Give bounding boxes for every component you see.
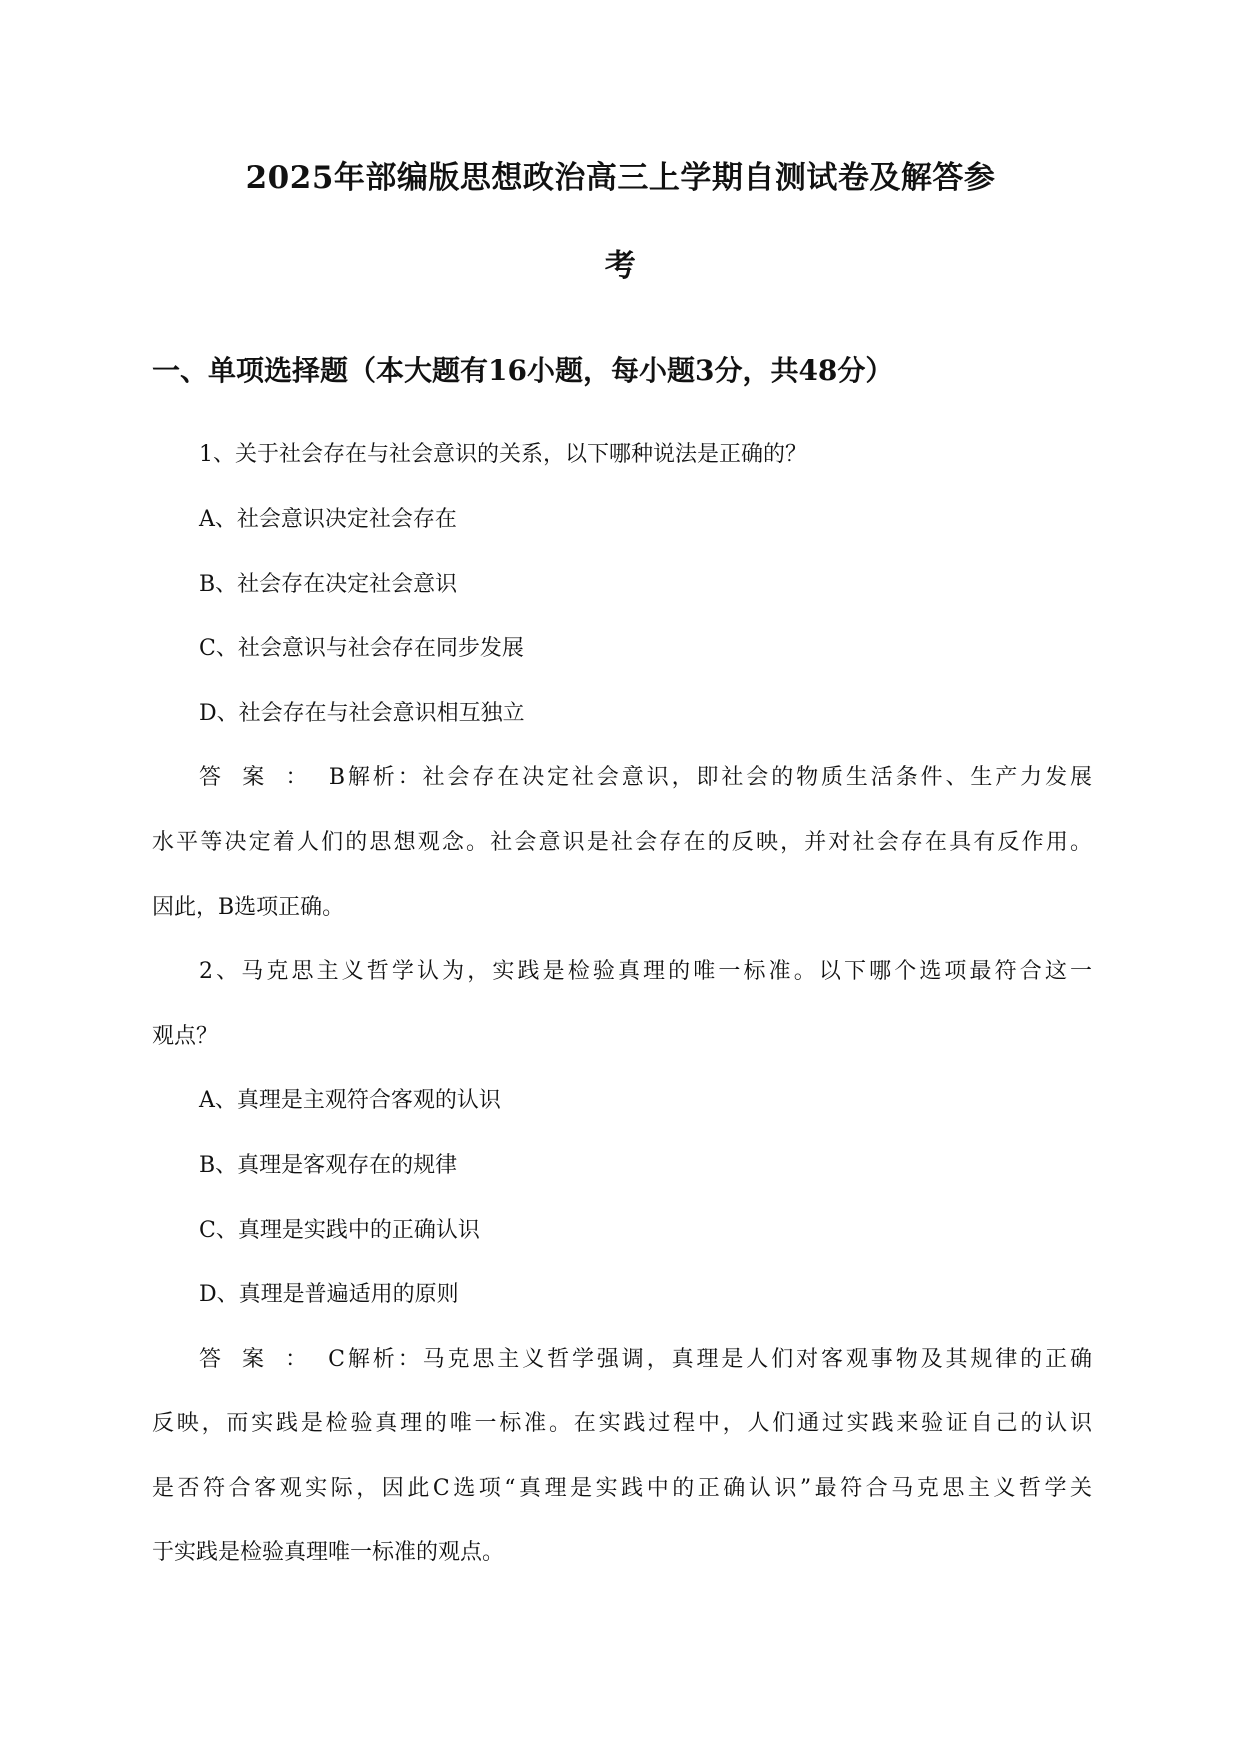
document-title-line-2: 考 bbox=[604, 248, 637, 284]
question-2-option-a: A、真理是主观符合客观的认识 bbox=[199, 1088, 501, 1113]
question-2-option-c: C、真理是实践中的正确认识 bbox=[199, 1218, 480, 1243]
question-1-option-a: A、社会意识决定社会存在 bbox=[199, 507, 457, 532]
question-2-analysis-line-3: 是否符合客观实际，因此C选项“真理是实践中的正确认识”最符合马克思主义哲学关 bbox=[152, 1476, 1092, 1501]
question-1-stem: 1、关于社会存在与社会意识的关系，以下哪种说法是正确的？ bbox=[199, 442, 807, 467]
question-1-analysis-line-3: 因此，B选项正确。 bbox=[152, 895, 345, 920]
question-1-option-b: B、社会存在决定社会意识 bbox=[199, 572, 458, 597]
question-2-analysis-line-1: 解析：马克思主义哲学强调，真理是人们对客观事物及其规律的正确 bbox=[345, 1347, 1092, 1372]
question-2-answer: 答案：C bbox=[199, 1347, 345, 1372]
question-2-option-d: D、真理是普遍适用的原则 bbox=[199, 1282, 459, 1307]
question-1-analysis-line-2: 水平等决定着人们的思想观念。社会意识是社会存在的反映，并对社会存在具有反作用。 bbox=[152, 830, 1092, 855]
question-2-option-b: B、真理是客观存在的规律 bbox=[199, 1153, 458, 1178]
question-2-answer-line bbox=[199, 1345, 1092, 1375]
question-2-analysis-line-2: 反映，而实践是检验真理的唯一标准。在实践过程中，人们通过实践来验证自己的认识 bbox=[152, 1411, 1092, 1436]
question-1-answer: 答案：B bbox=[199, 765, 345, 790]
question-1-option-c: C、社会意识与社会存在同步发展 bbox=[199, 636, 524, 661]
question-1-option-d: D、社会存在与社会意识相互独立 bbox=[199, 701, 525, 726]
question-2-analysis-line-4: 于实践是检验真理唯一标准的观点。 bbox=[152, 1540, 505, 1565]
question-1-analysis-line-1: 解析：社会存在决定社会意识，即社会的物质生活条件、生产力发展 bbox=[345, 765, 1092, 790]
question-2-stem-line-1: 2、马克思主义哲学认为，实践是检验真理的唯一标准。以下哪个选项最符合这一 bbox=[199, 959, 1092, 984]
section-heading: 一、单项选择题（本大题有16小题，每小题3分，共48分） bbox=[152, 354, 894, 387]
document-title-line-1: 2025年部编版思想政治高三上学期自测试卷及解答参 bbox=[245, 160, 996, 196]
question-1-answer-line bbox=[199, 763, 1092, 793]
question-2-stem-line-2: 观点？ bbox=[152, 1024, 219, 1049]
